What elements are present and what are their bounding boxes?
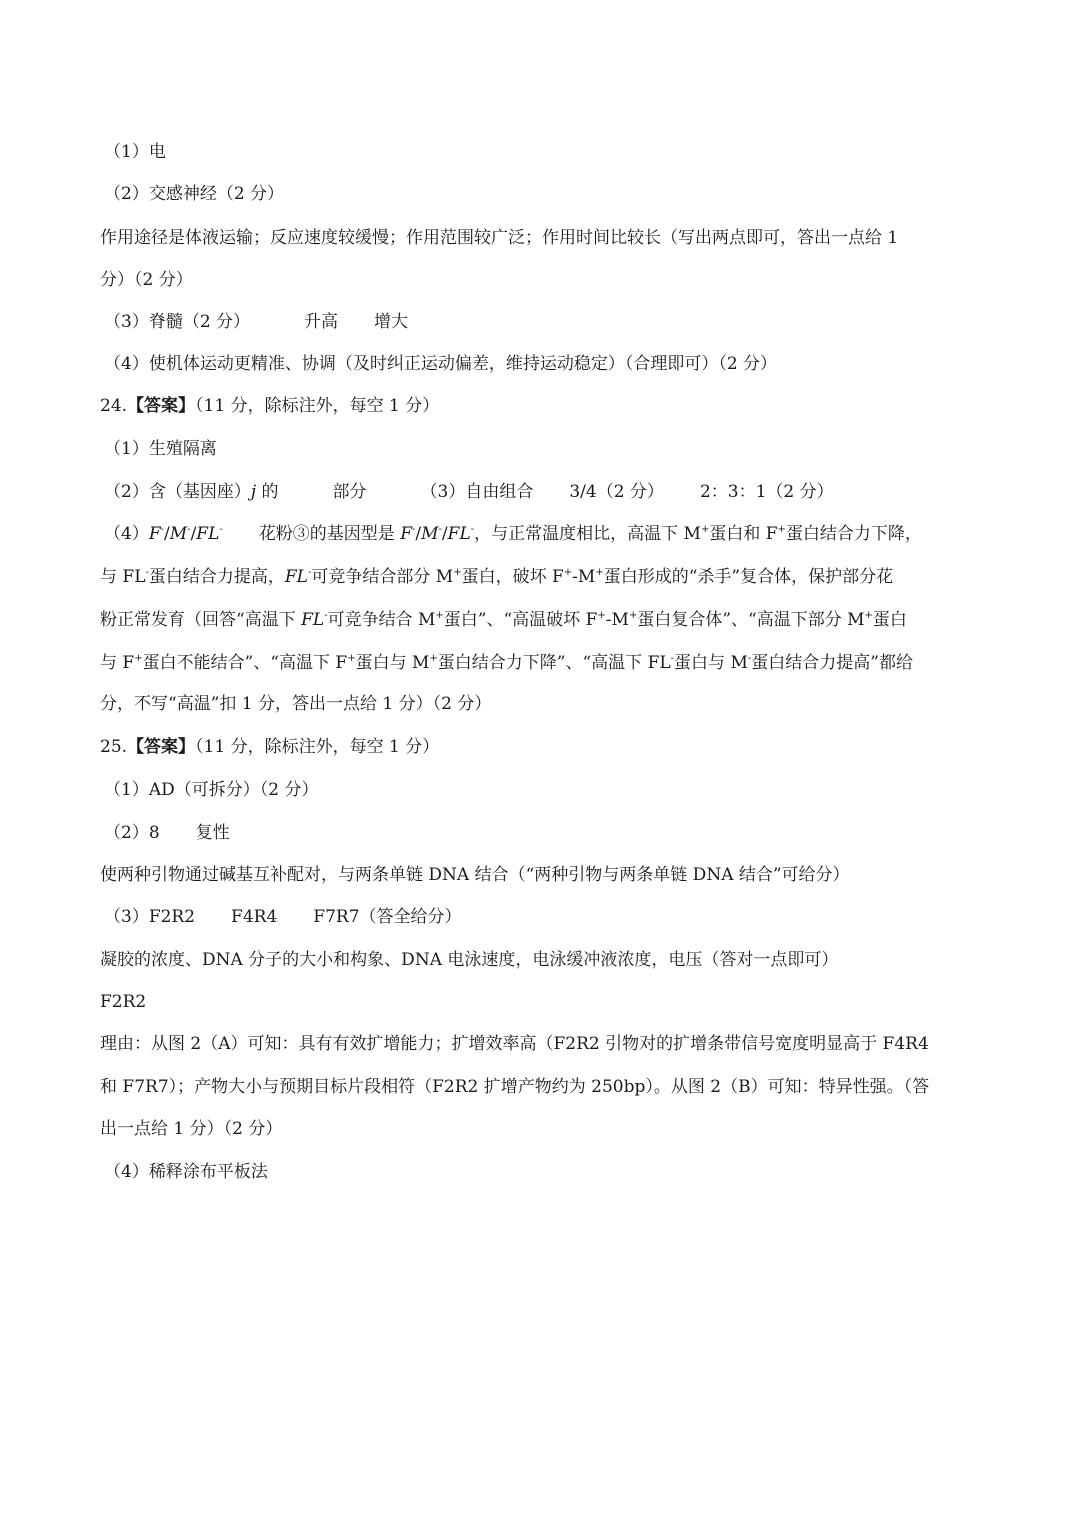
q24-answer-4: （4）F-/M-/FL- 花粉③的基因型是 F-/M-/FL-，与正常温度相比，高温下 M+蛋白和 F+蛋白结合力下降， (104, 524, 922, 544)
q25-answer-4: （4）稀释涂布平板法 (104, 1162, 268, 1182)
q23-answer-2-detail: 作用途径是体液运输；反应速度较缓慢；作用范围较广泛；作用时间比较长（写出两点即可，答出一点给 1 (100, 228, 899, 248)
q25-answer-3-reason-end: 出一点给 1 分）（2 分） (100, 1119, 283, 1139)
q25-answer-3-reason-cont: 和 F7R7）；产物大小与预期目标片段相符（F2R2 扩增产物约为 250bp）。从图 2（B）可知：特异性强。（答 (100, 1077, 930, 1097)
q23-answer-4: （4）使机体运动更精准、协调（及时纠正运动偏差，维持运动稳定）（合理即可）（2 分） (104, 354, 778, 374)
q25-answer-3-primer: F2R2 (100, 992, 147, 1012)
q23-answer-3: （3）脊髓（2 分） 升高 增大 (104, 312, 409, 332)
q25-answer-2-detail: 使两种引物通过碱基互补配对，与两条单链 DNA 结合（“两种引物与两条单链 DNA 结合”可给分） (100, 865, 850, 885)
q25-answer-3: （3）F2R2 F4R4 F7R7（答全给分） (104, 907, 462, 927)
q25-answer-1: （1）AD（可拆分）（2 分） (104, 780, 319, 800)
q23-answer-2-detail-cont: 分）（2 分） (100, 270, 193, 290)
q23-answer-1: （1）电 (104, 142, 166, 162)
q25-answer-3-factors: 凝胶的浓度、DNA 分子的大小和构象、DNA 电泳速度，电泳缓冲液浓度，电压（答对一点即可） (100, 950, 839, 970)
q24-answer-4-cont-3: 与 F+蛋白不能结合”、“高温下 F+蛋白与 M+蛋白结合力下降”、“高温下 FL-蛋白与 M-蛋白结合力提高”都给 (100, 653, 913, 673)
q24-answer-4-cont-2: 粉正常发育（回答“高温下 FL-可竞争结合 M+蛋白”、“高温破坏 F+-M+蛋白复合体”、“高温下部分 M+蛋白 (100, 610, 907, 630)
q23-answer-2: （2）交感神经（2 分） (104, 184, 285, 204)
q25-answer-2: （2）8 复性 (104, 823, 230, 843)
q24-answer-4-cont-1: 与 FL-蛋白结合力提高，FL-可竞争结合部分 M+蛋白，破坏 F+-M+蛋白形成的“杀手”复合体，保护部分花 (100, 567, 894, 587)
q24-answer-2-3: （2）含（基因座）j 的 部分 （3）自由组合 3/4（2 分） 2：3：1（2 分） (104, 482, 834, 502)
q24-answer-4-cont-4: 分，不写“高温”扣 1 分，答出一点给 1 分）（2 分） (100, 694, 492, 714)
q25-header: 25.【答案】（11 分，除标注外，每空 1 分） (100, 737, 440, 757)
q25-answer-3-reason: 理由：从图 2（A）可知：具有有效扩增能力；扩增效率高（F2R2 引物对的扩增条带信号宽度明显高于 F4R4 (100, 1034, 929, 1054)
q24-answer-1: （1）生殖隔离 (104, 439, 217, 459)
q24-header: 24.【答案】（11 分，除标注外，每空 1 分） (100, 396, 440, 416)
